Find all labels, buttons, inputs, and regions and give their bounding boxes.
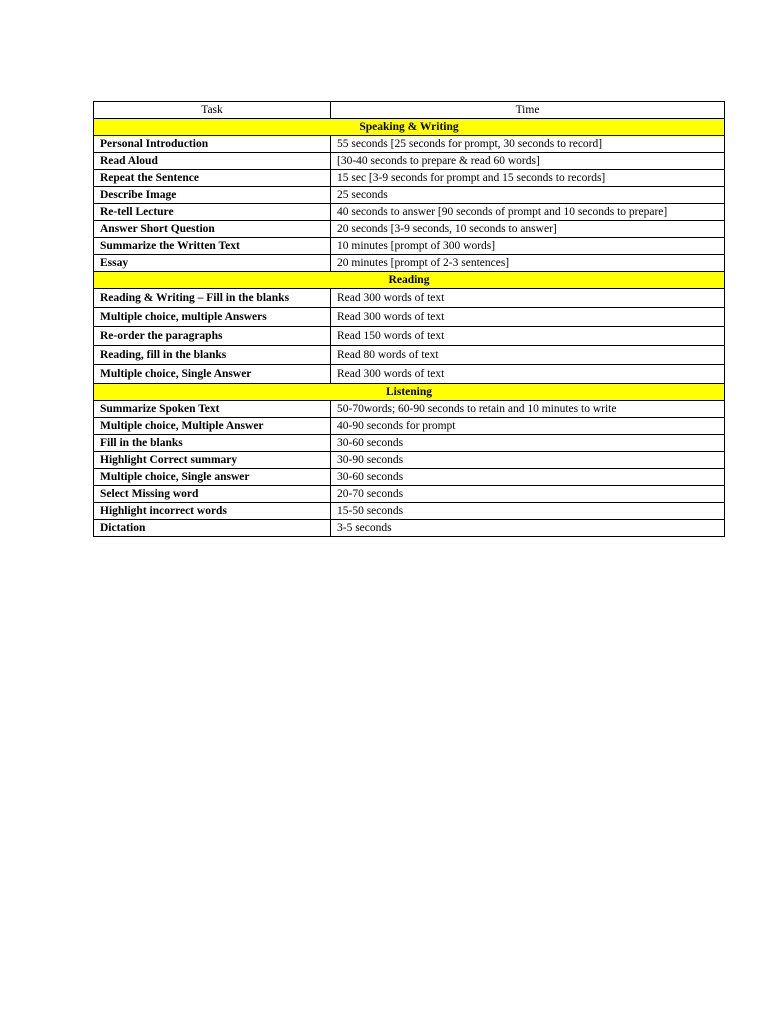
task-cell: Essay (94, 255, 331, 272)
task-timing-table (93, 101, 725, 537)
section-row-listening (94, 384, 725, 401)
header-task: Task (94, 102, 331, 119)
table-row (94, 469, 725, 486)
time-cell: 20-70 seconds (331, 486, 725, 503)
time-cell: 25 seconds (331, 187, 725, 204)
table-row (94, 238, 725, 255)
task-cell: Re-order the paragraphs (94, 327, 331, 346)
time-cell: Read 300 words of text (331, 289, 725, 308)
task-cell: Multiple choice, Single answer (94, 469, 331, 486)
table-row (94, 452, 725, 469)
table-row (94, 401, 725, 418)
task-cell: Summarize the Written Text (94, 238, 331, 255)
task-cell: Multiple choice, Single Answer (94, 365, 331, 384)
table-row (94, 486, 725, 503)
time-cell: 20 seconds [3-9 seconds, 10 seconds to answer] (331, 221, 725, 238)
time-cell: Read 300 words of text (331, 365, 725, 384)
time-cell: 30-90 seconds (331, 452, 725, 469)
table-row (94, 153, 725, 170)
time-cell: 15 sec [3-9 seconds for prompt and 15 seconds to records] (331, 170, 725, 187)
task-cell: Summarize Spoken Text (94, 401, 331, 418)
time-cell: 30-60 seconds (331, 469, 725, 486)
time-cell: 55 seconds [25 seconds for prompt, 30 seconds to record] (331, 136, 725, 153)
table-row (94, 308, 725, 327)
table-row (94, 503, 725, 520)
task-cell: Reading & Writing – Fill in the blanks (94, 289, 331, 308)
time-cell: 40-90 seconds for prompt (331, 418, 725, 435)
table-row (94, 435, 725, 452)
time-cell: 30-60 seconds (331, 435, 725, 452)
task-cell: Reading, fill in the blanks (94, 346, 331, 365)
task-cell: Multiple choice, multiple Answers (94, 308, 331, 327)
task-cell: Dictation (94, 520, 331, 537)
time-cell: 20 minutes [prompt of 2-3 sentences] (331, 255, 725, 272)
table-row (94, 187, 725, 204)
table-row (94, 365, 725, 384)
time-cell: 10 minutes [prompt of 300 words] (331, 238, 725, 255)
table-row (94, 520, 725, 537)
table-row (94, 327, 725, 346)
task-cell: Repeat the Sentence (94, 170, 331, 187)
table-body (94, 119, 725, 537)
table-row (94, 204, 725, 221)
task-cell: Highlight incorrect words (94, 503, 331, 520)
table-row (94, 170, 725, 187)
time-cell: Read 300 words of text (331, 308, 725, 327)
table-row (94, 346, 725, 365)
header-time: Time (331, 102, 725, 119)
section-row-speaking-writing (94, 119, 725, 136)
task-cell: Highlight Correct summary (94, 452, 331, 469)
task-cell: Personal Introduction (94, 136, 331, 153)
task-cell: Re-tell Lecture (94, 204, 331, 221)
task-cell: Read Aloud (94, 153, 331, 170)
table-row (94, 136, 725, 153)
table-row (94, 418, 725, 435)
task-cell: Fill in the blanks (94, 435, 331, 452)
section-title: Listening (94, 384, 725, 401)
section-title: Reading (94, 272, 725, 289)
task-cell: Multiple choice, Multiple Answer (94, 418, 331, 435)
time-cell: Read 80 words of text (331, 346, 725, 365)
time-cell: 3-5 seconds (331, 520, 725, 537)
table-row (94, 221, 725, 238)
time-cell: 15-50 seconds (331, 503, 725, 520)
section-title: Speaking & Writing (94, 119, 725, 136)
section-row-reading (94, 272, 725, 289)
table-row (94, 289, 725, 308)
task-cell: Describe Image (94, 187, 331, 204)
table-header-row (94, 102, 725, 119)
time-cell: [30-40 seconds to prepare & read 60 words] (331, 153, 725, 170)
task-cell: Answer Short Question (94, 221, 331, 238)
task-cell: Select Missing word (94, 486, 331, 503)
time-cell: 40 seconds to answer [90 seconds of prompt and 10 seconds to prepare] (331, 204, 725, 221)
table-row (94, 255, 725, 272)
time-cell: 50-70words; 60-90 seconds to retain and 10 minutes to write (331, 401, 725, 418)
time-cell: Read 150 words of text (331, 327, 725, 346)
